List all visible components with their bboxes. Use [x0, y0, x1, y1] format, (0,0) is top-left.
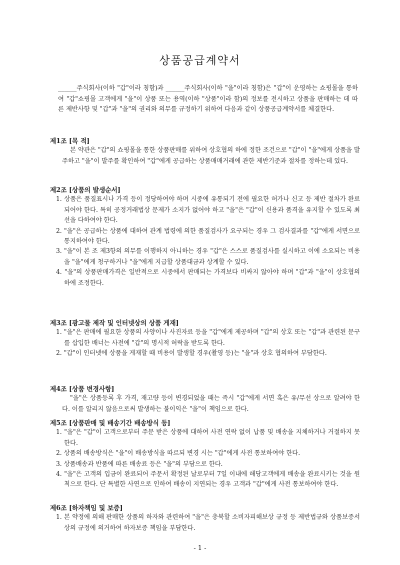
article-6	[50, 503, 360, 534]
article-1	[50, 136, 360, 167]
list-item: 2. 상품의 배송방식은 "을"이 배송방식을 따르되 변경 시는 "갑"에게 사전 통보하여야 한다.	[56, 450, 301, 458]
article-paragraph: 본 약관은 "갑"의 쇼핑몰을 통한 상품판매를 위하여 상호협의 하에 정한 조건으로 "갑"이 "을"에게 상품을 발주하고 "을"이 발주를 확인하여 "갑"에게 공급하는 상품매매거래에 관한 제반기준과 절차를 정하는데 있다.	[62, 147, 360, 165]
article-heading: 제5조 [상품판매 및 배송기간 배송방식 등]	[50, 419, 171, 427]
intro-text: ______주식회사(이하 "갑"이라 칭함)과 ______주식회사(이하 "을"이라 칭함)은 "갑"이 운영하는 쇼핑몰을 통하여 "갑"쇼핑몰 고객에게 "을"이 상품 또는 용역(이하 "상품"이라 함)의 정보를 전시하고 상품을 판매하는 데 따른 제반사항 및 "갑"과 "을"의 권리와 의무를 규정하기 위하여 다음과 같이 상품공급계약서를 체결한다.	[58, 85, 358, 113]
article-heading: 제3조 [광고물 제작 및 인터넷상의 상품 게재]	[50, 319, 179, 327]
article-items	[50, 513, 360, 534]
list-item: 4. "을"은 고객의 입금이 완료되어 주문서 확정된 날로부터 7일 이내에 해당고객에게 배송을 완료시키는 것을 원칙으로 한다. 단 특별한 사연으로 인하여 배송이 지연되는 경우 고객과 "갑"에게 사전 통보하여야 한다.	[56, 471, 360, 489]
document-title: 상품공급계약서	[159, 54, 241, 67]
article-heading: 제6조 [하자책임 및 보증]	[50, 504, 123, 512]
article-heading: 제4조 [상품 변경사항]	[50, 385, 115, 393]
list-item: 1. 본 약정에 의해 판매한 상품의 하자와 관련하여 "을"은 충북할 소비자피해보상 규정 등 제반법규와 상품보증서상의 규정에 의거하여 하자보증 책임을 부담한다.	[56, 514, 360, 532]
article-3	[50, 318, 360, 360]
list-item: 1. "을"은 "갑"이 고객으로부터 주문 받은 상품에 대하여 사전 연락 없이 납품 및 배송을 지체하거나 거절하지 못한다.	[56, 429, 360, 447]
list-item: 1. 상품은 품질표시나 가격 등이 정당하여야 하며 시중에 유통되기 전에 필요한 허가나 신고 등 제반 절차가 완료되어야 한다. 특히 공정거래법상 문제가 소지가 없어야 하고 "을"은 "갑"이 신용과 품격을 유지할 수 있도록 최선을 다하여야 한다.	[56, 196, 360, 225]
list-item: 4. "을"의 상품판매가격은 일반적으로 시중에서 판매되는 가격보다 비싸지 않아야 하며 "갑"과 "을"이 상호협의 하에 조정한다.	[56, 269, 360, 287]
article-heading: 제2조 [상품의 발생순서]	[50, 186, 121, 194]
article-items	[50, 195, 360, 289]
article-4	[50, 384, 360, 415]
page-number: - 1 -	[193, 544, 207, 552]
list-item: 3. 상품배송과 반품에 따른 배송료 등은 "을"의 부담으로 한다.	[56, 460, 223, 468]
list-item: 2. "갑"이 인터넷에 상품을 게재할 때 비용이 발생할 경우(촬영 등)는 "을"과 상호 협의하여 부담한다.	[56, 350, 327, 358]
list-item: 3. "을"이 본 조 제3항의 의무를 이행하지 아니하는 경우 "갑"은 스스로 품질검사를 실시하고 이에 소요되는 비용을 "을"에게 청구하거나 "을"에게 지급할 상품대금과 상계할 수 있다.	[56, 248, 360, 266]
list-item: 2. "을"은 공급하는 상품에 대하여 관계 법령에 의한 품질검사가 요구되는 경우 그 검사결과를 "갑"에게 서면으로 통지하여야 한다.	[56, 227, 360, 246]
article-5	[50, 418, 360, 491]
intro-paragraph	[58, 84, 358, 116]
article-2	[50, 185, 360, 289]
article-items	[50, 428, 360, 490]
list-item: 1. "을"은 판매에 필요한 상품의 사양이나 사진자료 등을 "갑"에게 제공하며 "갑"의 상호 또는 "갑"과 관련된 문구를 삽입한 배너는 사전에 "갑"의 명시적 허락을 받도록 한다.	[56, 329, 360, 347]
article-paragraph: "을"은 상품등록 후 가격, 재고량 등이 변경되었을 때는 즉시 "갑"에게 서면 혹은 유/무선 상으로 알려야 한다. 이를 알리지 않음으로써 발생하는 불이익은 "을"이 책임으로 한다.	[62, 395, 360, 413]
article-heading: 제1조 [목 적]	[50, 137, 90, 145]
article-items	[50, 328, 360, 359]
